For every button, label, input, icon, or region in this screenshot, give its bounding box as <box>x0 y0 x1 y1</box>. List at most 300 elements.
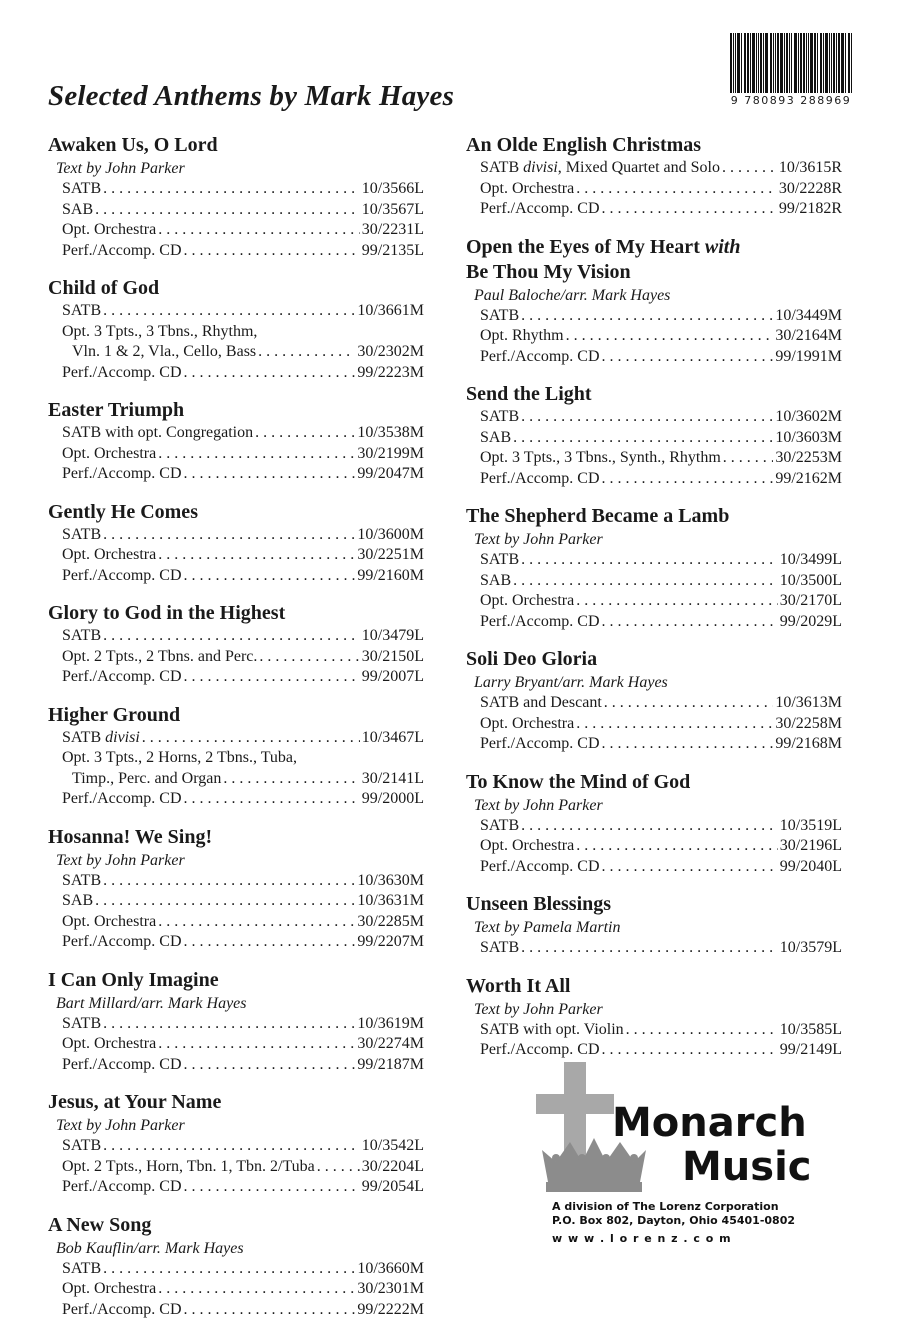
product-code: 99/2000L <box>361 790 424 807</box>
dot-leader <box>513 571 778 592</box>
edition-label <box>480 938 519 959</box>
edition-row <box>48 891 424 912</box>
edition-label <box>62 423 253 444</box>
product-code: 10/3567L <box>361 200 424 218</box>
anthem-credit: Text by John Parker <box>56 160 185 177</box>
edition-label <box>480 306 519 327</box>
edition-label <box>62 1136 101 1157</box>
edition-label <box>62 912 156 933</box>
edition-label <box>480 612 600 633</box>
barcode-bar <box>838 33 840 93</box>
edition-label-text: Perf./Accomp. CD <box>62 1055 182 1073</box>
edition-label <box>480 693 602 714</box>
edition-label-text: Perf./Accomp. CD <box>62 363 182 381</box>
edition-label <box>480 836 574 857</box>
dot-leader <box>602 199 777 220</box>
product-code: 99/2029L <box>779 612 842 630</box>
edition-label-text: Opt. 2 Tpts., 2 Tbns. and Perc. <box>62 647 258 665</box>
edition-label-text: SATB <box>480 816 520 834</box>
edition-label-text: SATB <box>480 159 520 176</box>
edition-label <box>62 789 182 810</box>
anthem-entry <box>48 601 424 688</box>
barcode-bar <box>800 33 802 93</box>
dot-leader <box>602 347 774 368</box>
product-code: 10/3660M <box>357 1259 424 1277</box>
dot-leader <box>184 1055 356 1076</box>
edition-label <box>62 301 101 322</box>
anthem-title-text: The Shepherd Became a Lamb <box>466 505 730 527</box>
edition-row <box>48 1055 424 1076</box>
edition-label-text: Opt. Orchestra <box>480 714 575 732</box>
anthem-credit: Bob Kauflin/arr. Mark Hayes <box>56 1239 244 1257</box>
anthem-title-text: I Can Only Imagine <box>48 968 219 991</box>
barcode-bar <box>803 33 805 93</box>
barcode-bar <box>831 33 832 93</box>
edition-label-text: Perf./Accomp. CD <box>62 566 182 584</box>
edition-row <box>466 428 842 449</box>
edition-label-text: SATB <box>62 728 102 746</box>
edition-row <box>48 1034 424 1055</box>
edition-label-text: SATB <box>480 408 520 425</box>
edition-row <box>48 1300 424 1321</box>
anthem-title-text: Open the Eyes of My Heart <box>466 235 700 258</box>
dot-leader <box>184 566 356 587</box>
edition-row <box>48 566 424 587</box>
barcode-bar <box>750 33 751 93</box>
anthem-entry <box>466 133 842 220</box>
edition-row <box>466 591 842 612</box>
publisher-address: P.O. Box 802, Dayton, Ohio 45401-0802 <box>552 1214 796 1227</box>
anthem-title <box>48 703 424 728</box>
edition-label-text: SATB <box>480 306 520 324</box>
barcode-bar <box>845 33 846 93</box>
barcode-bar <box>829 33 830 93</box>
barcode-bar <box>825 33 828 93</box>
product-code: 30/2204L <box>361 1157 424 1175</box>
anthem-title <box>48 601 424 626</box>
dot-leader <box>103 871 355 892</box>
edition-row <box>48 200 424 221</box>
edition-label <box>62 626 101 647</box>
product-code: 10/3579L <box>779 939 842 956</box>
product-code: 99/1991M <box>775 347 842 365</box>
anthem-credit: Text by Pamela Martin <box>474 919 621 936</box>
barcode-bar <box>808 33 809 93</box>
product-code: 10/3585L <box>779 1020 842 1038</box>
edition-label <box>62 647 257 668</box>
edition-label-text: Perf./Accomp. CD <box>62 1300 182 1318</box>
edition-row <box>466 938 842 959</box>
anthem-title-text: Hosanna! We Sing! <box>48 825 213 848</box>
barcode-bar <box>733 33 734 93</box>
product-code: 10/3630M <box>357 871 424 889</box>
anthem-title <box>48 398 424 423</box>
dot-leader <box>604 693 774 714</box>
edition-label <box>62 464 182 485</box>
edition-row <box>48 525 424 546</box>
dot-leader <box>184 1177 360 1198</box>
product-code: 30/2196L <box>779 837 842 854</box>
dot-leader <box>95 891 355 912</box>
edition-row <box>48 342 424 363</box>
anthem-title <box>48 276 424 301</box>
anthem-list-left <box>48 133 424 1335</box>
edition-label-text: SATB <box>62 180 102 197</box>
product-code: 30/2164M <box>775 327 842 344</box>
anthem-title <box>48 500 424 525</box>
dot-leader <box>576 179 777 200</box>
product-code: 99/2160M <box>357 566 424 584</box>
edition-row <box>466 816 842 837</box>
edition-row <box>48 545 424 566</box>
anthem-entry <box>48 133 424 261</box>
edition-row <box>48 464 424 485</box>
dot-leader <box>184 789 360 810</box>
edition-row <box>48 423 424 444</box>
dot-leader <box>184 464 356 485</box>
product-code: 99/2182R <box>778 200 842 217</box>
dot-leader <box>103 1014 355 1035</box>
dot-leader <box>513 428 773 449</box>
isbn-barcode <box>730 33 852 107</box>
edition-label <box>480 1020 624 1041</box>
edition-label-text: SAB <box>62 892 94 909</box>
barcode-bar <box>752 33 755 93</box>
edition-label: Opt. 3 Tpts., 3 Tbns., Rhythm, <box>62 322 258 340</box>
product-code: 30/2301M <box>357 1280 424 1297</box>
product-code: 10/3600M <box>357 525 424 543</box>
barcode-bar <box>763 33 764 93</box>
anthem-title <box>466 647 842 672</box>
edition-label <box>480 407 519 428</box>
edition-label <box>62 728 140 749</box>
barcode-bar <box>848 33 850 93</box>
dot-leader <box>602 469 774 490</box>
product-code: 10/3613M <box>775 694 842 711</box>
edition-label <box>480 816 519 837</box>
anthem-credit: Paul Baloche/arr. Mark Hayes <box>474 286 671 304</box>
product-code: 10/3566L <box>361 180 424 197</box>
dot-leader <box>103 1259 355 1280</box>
edition-label-text: SATB <box>62 1137 102 1154</box>
product-code: 99/2162M <box>775 469 842 487</box>
edition-label <box>62 545 156 566</box>
product-code: 10/3603M <box>775 428 842 446</box>
dot-leader <box>521 938 778 959</box>
edition-label <box>62 1300 182 1321</box>
edition-label <box>62 220 156 241</box>
edition-label-text: Opt. Orchestra <box>480 592 575 609</box>
barcode-bar <box>810 33 813 93</box>
dot-leader <box>576 836 778 857</box>
product-code: 30/2228R <box>778 179 842 197</box>
edition-label-text: Perf./Accomp. CD <box>62 790 182 807</box>
edition-label-after: , Mixed Quartet and Solo <box>557 159 720 176</box>
anthem-entry <box>48 703 424 810</box>
edition-label-text: Perf./Accomp. CD <box>480 857 600 875</box>
dot-leader <box>103 626 360 647</box>
dot-leader <box>158 1034 355 1055</box>
edition-label-text: Opt. Orchestra <box>62 444 157 462</box>
product-code: 10/3499L <box>779 551 842 568</box>
edition-row <box>48 444 424 465</box>
edition-row <box>466 469 842 490</box>
dot-leader <box>158 220 360 241</box>
edition-label-text: SATB with opt. Violin <box>480 1020 624 1038</box>
dot-leader <box>103 179 360 200</box>
dot-leader <box>259 647 359 668</box>
dot-leader <box>95 200 360 221</box>
edition-row <box>48 667 424 688</box>
edition-row <box>48 1279 424 1300</box>
product-code: 10/3542L <box>361 1137 424 1154</box>
edition-label-text: Perf./Accomp. CD <box>480 612 600 630</box>
edition-label-text: Perf./Accomp. CD <box>62 241 182 259</box>
product-code: 99/2135L <box>361 241 424 259</box>
product-code: 10/3500L <box>779 571 842 589</box>
barcode-bar <box>777 33 779 93</box>
edition-row <box>48 363 424 384</box>
edition-label-text: Opt. Orchestra <box>480 179 575 197</box>
edition-row <box>466 857 842 878</box>
dot-leader <box>258 342 355 363</box>
publisher-logo <box>536 1058 812 1258</box>
barcode-bar <box>758 33 759 93</box>
anthem-title <box>48 968 424 993</box>
edition-label <box>480 857 600 878</box>
anthem-title-text: An Olde English Christmas <box>466 134 702 156</box>
product-code: 99/2168M <box>775 735 842 752</box>
barcode-bar <box>737 33 740 93</box>
edition-label <box>480 571 511 592</box>
dot-leader <box>576 714 773 735</box>
edition-row <box>48 301 424 322</box>
edition-row <box>466 407 842 428</box>
barcode-bar <box>747 33 749 93</box>
edition-label <box>62 525 101 546</box>
dot-leader <box>521 816 778 837</box>
product-code: 30/2231L <box>361 221 424 238</box>
product-code: 99/2040L <box>779 857 842 875</box>
anthem-credit: Text by John Parker <box>474 1000 603 1018</box>
publisher-division: A division of The Lorenz Corporation <box>552 1200 779 1213</box>
anthem-title <box>48 1090 424 1115</box>
page-title: Selected Anthems by Mark Hayes <box>48 80 455 112</box>
anthem-credit: Text by John Parker <box>474 531 603 548</box>
edition-label-text: Opt. Orchestra <box>480 837 575 854</box>
dot-leader <box>626 1020 778 1041</box>
anthem-title <box>48 1213 424 1238</box>
barcode-bar <box>794 33 797 93</box>
anthem-entry <box>466 382 842 489</box>
edition-label-text: Opt. Orchestra <box>62 221 157 238</box>
edition-row <box>466 158 842 179</box>
anthem-credit: Larry Bryant/arr. Mark Hayes <box>474 674 668 691</box>
anthem-entry <box>48 1213 424 1321</box>
dot-leader <box>158 545 355 566</box>
edition-label-text: SATB <box>62 525 102 543</box>
dot-leader <box>103 525 355 546</box>
anthem-title-line2: Be Thou My Vision <box>466 260 631 283</box>
barcode-bar <box>841 33 844 93</box>
anthem-title-text: Glory to God in the Highest <box>48 602 286 624</box>
barcode-bar <box>833 33 835 93</box>
edition-label <box>62 444 156 465</box>
product-code: 10/3661M <box>357 302 424 319</box>
barcode-bar <box>741 33 742 93</box>
anthem-title-connector: with <box>704 235 741 258</box>
barcode-bar <box>780 33 783 93</box>
dot-leader <box>576 591 778 612</box>
barcode-bar <box>786 33 788 93</box>
dot-leader <box>158 1279 355 1300</box>
dot-leader <box>602 734 774 755</box>
anthem-entry <box>48 500 424 587</box>
edition-label-italic: divisi <box>105 728 140 746</box>
edition-label-text: SATB <box>62 1259 102 1277</box>
dot-leader <box>184 1300 356 1321</box>
dot-leader <box>521 306 773 327</box>
edition-row <box>466 448 842 469</box>
edition-label-text: SATB <box>480 551 520 568</box>
edition-label <box>480 734 600 755</box>
edition-label-text: Perf./Accomp. CD <box>62 1178 182 1195</box>
barcode-bar <box>814 33 816 93</box>
product-code: 99/2187M <box>357 1055 424 1073</box>
product-code: 10/3619M <box>357 1014 424 1032</box>
edition-row <box>48 1177 424 1198</box>
edition-label <box>480 347 600 368</box>
edition-label-text: SATB <box>62 871 102 889</box>
dot-leader <box>723 448 774 469</box>
barcode-bar <box>730 33 732 93</box>
edition-label <box>62 1055 182 1076</box>
product-code: 10/3602M <box>775 408 842 425</box>
anthem-title-text: Gently He Comes <box>48 500 198 523</box>
edition-label-text: Opt. Orchestra <box>62 546 157 563</box>
edition-label <box>62 891 93 912</box>
product-code: 30/2251M <box>357 546 424 563</box>
anthem-title <box>466 235 842 260</box>
edition-label <box>480 714 574 735</box>
anthem-credit: Text by John Parker <box>56 1117 185 1134</box>
barcode-bar <box>789 33 790 93</box>
edition-row <box>48 1259 424 1280</box>
product-code: 99/2007L <box>361 668 424 685</box>
anthem-credit: Bart Millard/arr. Mark Hayes <box>56 994 247 1012</box>
edition-label-text: SATB with opt. Congregation <box>62 424 254 441</box>
barcode-bar <box>756 33 757 93</box>
barcode-number: 9 780893 288969 <box>730 94 852 107</box>
edition-row <box>48 1014 424 1035</box>
anthem-title-text: Awaken Us, O Lord <box>48 134 218 156</box>
edition-label-text: Perf./Accomp. CD <box>480 469 600 487</box>
barcode-bar <box>791 33 792 93</box>
dot-leader <box>602 857 778 878</box>
product-code: 99/2054L <box>361 1178 424 1195</box>
edition-label-text: SATB <box>62 627 102 644</box>
edition-label <box>480 591 574 612</box>
edition-label <box>480 326 564 347</box>
barcode-bar <box>744 33 746 93</box>
product-code: 99/2207M <box>357 933 424 950</box>
anthem-entry <box>48 968 424 1076</box>
edition-row <box>48 932 424 953</box>
product-code: 10/3615R <box>778 159 842 176</box>
edition-row <box>466 179 842 200</box>
anthem-entry <box>48 276 424 383</box>
edition-row <box>48 912 424 933</box>
edition-label-text: Perf./Accomp. CD <box>480 347 600 365</box>
anthem-title <box>466 770 842 795</box>
edition-label <box>480 428 511 449</box>
edition-label-cont: Timp., Perc. and Organ <box>72 769 222 787</box>
edition-row <box>48 220 424 241</box>
anthem-title-text: Easter Triumph <box>48 399 185 421</box>
anthem-title-text: A New Song <box>48 1213 152 1236</box>
publisher-website: w w w . l o r e n z . c o m <box>552 1232 732 1245</box>
dot-leader <box>521 550 778 571</box>
edition-row <box>48 647 424 668</box>
product-code: 30/2258M <box>775 714 842 732</box>
edition-row <box>466 836 842 857</box>
barcode-bar <box>817 33 818 93</box>
edition-row <box>466 326 842 347</box>
edition-label <box>62 200 93 221</box>
edition-row <box>466 693 842 714</box>
barcode-bars <box>730 33 852 93</box>
edition-label-text: Perf./Accomp. CD <box>62 933 182 950</box>
edition-label <box>62 179 101 200</box>
barcode-bar <box>798 33 799 93</box>
edition-label <box>62 1279 156 1300</box>
edition-label <box>62 566 182 587</box>
anthem-title <box>466 382 842 407</box>
edition-label-text: Opt. Orchestra <box>62 1035 157 1052</box>
edition-label <box>62 1157 315 1178</box>
anthem-title <box>48 133 424 158</box>
barcode-bar <box>765 33 768 93</box>
edition-label-text: SAB <box>480 428 512 446</box>
dot-leader <box>184 241 360 262</box>
edition-label <box>62 1014 101 1035</box>
dot-leader <box>103 1136 360 1157</box>
anthem-title-text: Higher Ground <box>48 703 181 726</box>
product-code: 30/2170L <box>779 592 842 609</box>
anthem-title-text: Soli Deo Gloria <box>466 648 598 670</box>
publisher-name-line2: Music <box>682 1144 812 1190</box>
anthem-credit: Text by John Parker <box>474 796 603 814</box>
edition-row <box>48 789 424 810</box>
edition-label-text: Opt. Orchestra <box>62 1280 157 1297</box>
edition-label-text: SATB <box>62 302 102 319</box>
edition-row <box>48 179 424 200</box>
anthem-title-text: Unseen Blessings <box>466 893 612 915</box>
edition-label <box>62 1177 182 1198</box>
barcode-bar <box>823 33 824 93</box>
edition-label <box>62 932 182 953</box>
edition-row <box>48 769 424 790</box>
edition-label-text: SATB <box>62 1014 102 1032</box>
edition-label-text: Perf./Accomp. CD <box>62 668 182 685</box>
anthem-entry <box>48 825 424 953</box>
edition-label: Opt. 3 Tpts., 2 Horns, 2 Tbns., Tuba, <box>62 749 297 766</box>
barcode-bar <box>770 33 772 93</box>
publisher-name-line1: Monarch <box>612 1100 807 1146</box>
dot-leader <box>184 932 356 953</box>
edition-label <box>62 363 182 384</box>
dot-leader <box>158 444 355 465</box>
